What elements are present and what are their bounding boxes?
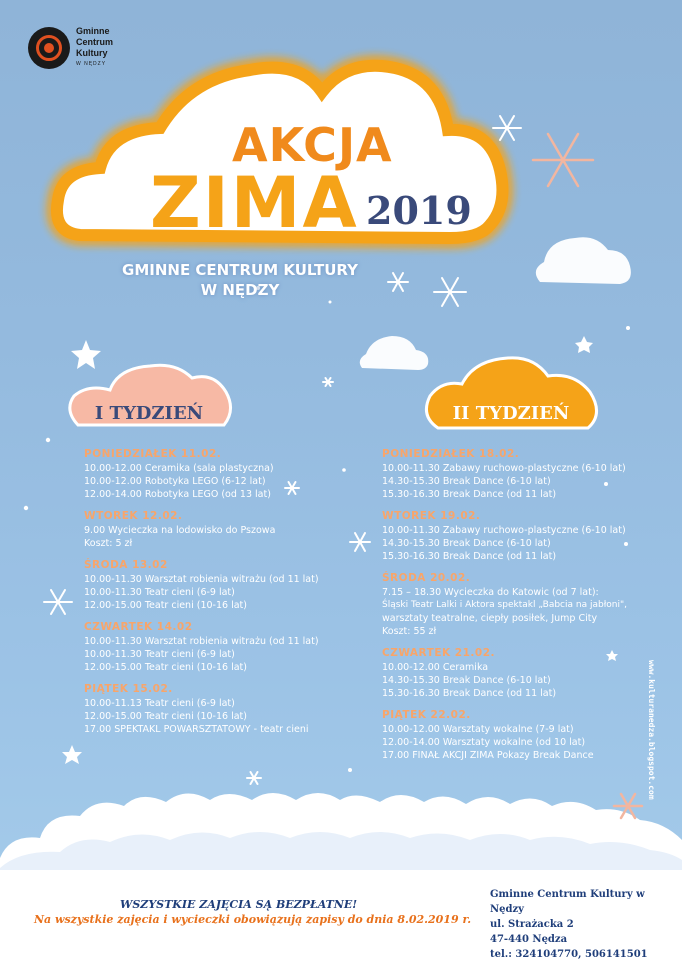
schedule-entry: 12.00-15.00 Teatr cieni (10-16 lat) (84, 711, 247, 722)
day-block (382, 571, 652, 638)
schedule-entry: 10.00-11.30 Zabawy ruchowo-plastyczne (6-10 lat) (382, 525, 626, 536)
day-title: WTOREK 19.02. (382, 510, 481, 522)
headline-akcja: AKCJA (232, 118, 393, 172)
day-block (84, 558, 364, 612)
schedule-entry: 10.00-12.00 Robotyka LEGO (6-12 lat) (84, 476, 266, 487)
schedule-entry: 12.00-15.00 Teatr cieni (10-16 lat) (84, 600, 247, 611)
schedule-entry: 14.30-15.30 Break Dance (6-10 lat) (382, 675, 551, 686)
headline-zima: ZIMA (150, 162, 359, 244)
schedule-entry: 12.00-14.00 Warsztaty wokalne (od 10 lat) (382, 737, 586, 748)
day-block (382, 708, 652, 762)
schedule-entry: 17.00 FINAŁ AKCJI ZIMA Pokazy Break Dance (382, 750, 594, 761)
schedule-entry: Koszt: 5 zł (84, 538, 133, 549)
schedule-entry: 10.00-12.00 Ceramika (sala plastyczna) (84, 463, 274, 474)
schedule-entry: 12.00-15.00 Teatr cieni (10-16 lat) (84, 662, 247, 673)
day-block (84, 509, 364, 550)
website-url: www.kulturanedza.blogspot.com (647, 660, 656, 800)
free-activities-notice: WSZYSTKIE ZAJĘCIA SĄ BEZPŁATNE! (120, 898, 358, 911)
contact-block (490, 887, 682, 960)
week2-schedule (382, 447, 652, 762)
contact-phone: tel.: 324104770, 506141501 (490, 949, 648, 960)
schedule-entry: 10.00-12.00 Warsztaty wokalne (7-9 lat) (382, 724, 574, 735)
schedule-entry: 12.00-14.00 Robotyka LEGO (od 13 lat) (84, 489, 271, 500)
signup-notice: Na wszystkie zajęcia i wycieczki obowiązują zapisy do dnia 8.02.2019 r. (34, 913, 472, 926)
gck-logo (28, 26, 113, 70)
day-title: PIĄTEK 22.02. (382, 709, 471, 721)
contact-org: Gminne Centrum Kultury w Nędzy (490, 889, 645, 915)
schedule-entry: 10.00-11.30 Warsztat robienia witrażu (od 11 lat) (84, 636, 319, 647)
day-title: CZWARTEK 14.02 (84, 621, 193, 633)
day-title: PONIEDZIAŁEK 18.02. (382, 448, 520, 460)
schedule-entry: 10.00-11.30 Zabawy ruchowo-plastyczne (6-10 lat) (382, 463, 626, 474)
day-title: PIĄTEK 15.02. (84, 683, 173, 695)
contact-street: ul. Strażacka 2 (490, 919, 574, 930)
schedule-entry: 10.00-12.00 Ceramika (382, 662, 489, 673)
small-cloud-icon (360, 336, 429, 370)
schedule-entry: 17.00 SPEKTAKL POWARSZTATOWY - teatr cieni (84, 724, 309, 735)
schedule-entry: 15.30-16.30 Break Dance (od 11 lat) (382, 551, 557, 562)
day-title: PONIEDZIAŁEK 11.02. (84, 448, 222, 460)
schedule-entry: 10.00-11.13 Teatr cieni (6-9 lat) (84, 698, 235, 709)
week2-label: II TYDZIEŃ (452, 403, 570, 424)
week1-schedule (84, 447, 364, 736)
logo-text: Gminne Centrum Kultury W NĘDZY (76, 26, 114, 67)
small-cloud-icon (536, 237, 631, 284)
day-block (382, 447, 652, 501)
day-block (84, 682, 364, 736)
schedule-entry: 10.00-11.30 Teatr cieni (6-9 lat) (84, 587, 235, 598)
schedule-entry: 9.00 Wycieczka na lodowisko do Pszowa (84, 525, 276, 536)
schedule-entry: 15.30-16.30 Break Dance (od 11 lat) (382, 688, 557, 699)
schedule-entry: 14.30-15.30 Break Dance (6-10 lat) (382, 538, 551, 549)
day-block (382, 646, 652, 700)
contact-city: 47-440 Nędza (490, 934, 568, 945)
day-block (84, 447, 364, 501)
day-title: ŚRODA 13.02 (84, 559, 168, 571)
organizer-subtitle: GMINNE CENTRUM KULTURY W NĘDZY (122, 261, 358, 299)
logo-mark-icon (28, 27, 70, 69)
day-title: CZWARTEK 21.02. (382, 647, 495, 659)
schedule-entry: 7.15 – 18.30 Wycieczka do Katowic (od 7 lat): (382, 587, 599, 598)
schedule-entry: Śląski Teatr Lalki i Aktora spektakl „Babcia na jabłoni", (382, 600, 627, 610)
schedule-entry: 14.30-15.30 Break Dance (6-10 lat) (382, 476, 551, 487)
day-title: ŚRODA 20.02. (382, 572, 471, 584)
schedule-entry: 10.00-11.30 Warsztat robienia witrażu (od 11 lat) (84, 574, 319, 585)
schedule-entry: warsztaty teatralne, ciepły posiłek, Jump City (382, 613, 598, 624)
schedule-entry: 15.30-16.30 Break Dance (od 11 lat) (382, 489, 557, 500)
week1-label: I TYDZIEŃ (94, 403, 204, 424)
day-title: WTOREK 12.02. (84, 510, 183, 522)
day-block (84, 620, 364, 674)
headline-year: 2019 (366, 188, 472, 233)
schedule-entry: Koszt: 55 zł (382, 626, 437, 637)
schedule-entry: 10.00-11.30 Teatr cieni (6-9 lat) (84, 649, 235, 660)
day-block (382, 509, 652, 563)
